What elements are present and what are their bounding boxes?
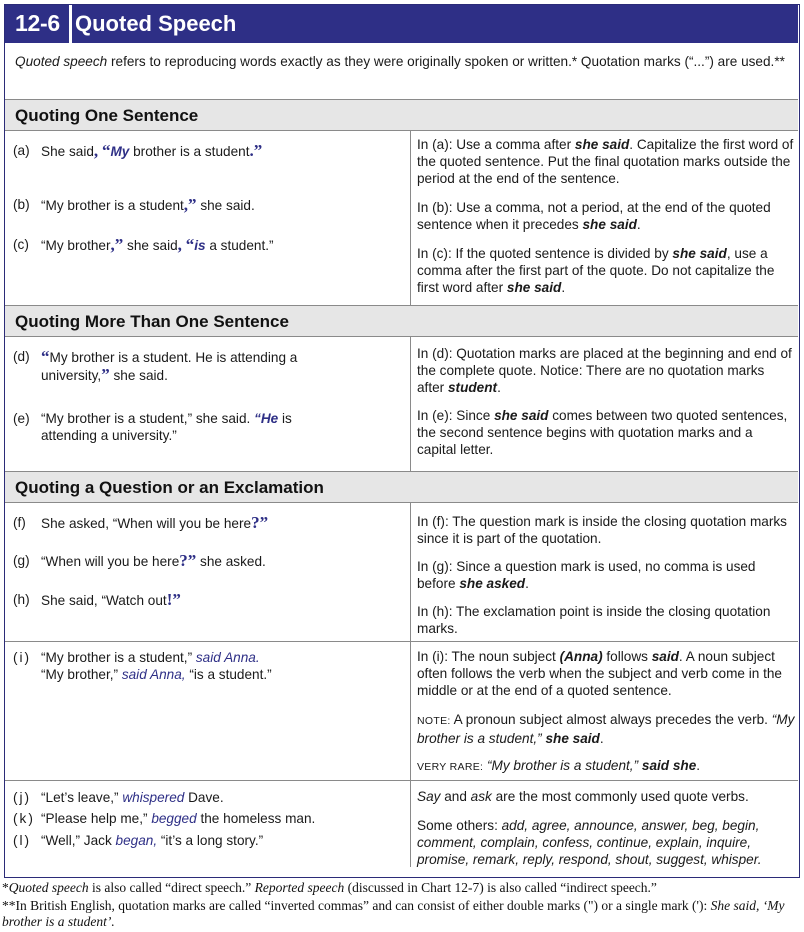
explanation-text: .: [561, 280, 566, 295]
explanation-emphasis: she said: [494, 408, 549, 423]
example-highlight: said Anna,: [121, 666, 186, 682]
example-text: “Let’s leave,”: [41, 790, 123, 805]
explanation-b: [417, 199, 795, 233]
explanation-text: In (h): The exclamation point is inside the closing quotation marks.: [417, 604, 771, 636]
column-divider: [410, 503, 411, 867]
example-label: (f): [13, 515, 26, 530]
example-text: “My brother is a student,” she said.: [41, 411, 255, 426]
explanation-other-verbs: [417, 817, 795, 868]
explanation-quote-verbs: [417, 788, 795, 805]
example-text: My brother is a student. He is attending a: [49, 350, 298, 365]
explanation-a: [417, 136, 795, 187]
example-text: She asked, “When will you be here: [41, 516, 252, 531]
example-text: “My brother is a student: [41, 198, 184, 213]
note-label: NOTE:: [417, 715, 451, 727]
example-label: (k): [13, 811, 35, 826]
chart-title: Quoted Speech: [75, 11, 237, 36]
example-highlight: “He: [254, 411, 279, 426]
intro-text: refers to reproducing words exactly as they were originally spoken or written.* Quotation marks (“...”) are used.**: [107, 54, 785, 69]
explanation-very-rare: [417, 757, 795, 776]
explanation-f: [417, 513, 795, 547]
example-text: Dave.: [184, 790, 224, 805]
example-text: she said: [123, 238, 178, 253]
row-divider: [5, 780, 798, 781]
explanation-text: follows: [602, 649, 652, 664]
explanation-italic: ask: [470, 789, 492, 804]
example-text: university,: [41, 367, 102, 383]
chart-number: 12-6: [15, 10, 60, 36]
explanation-i: [417, 648, 795, 699]
explanation-text: In (b): Use a comma, not a period, at the end of the quoted sentence when it precedes: [417, 200, 771, 232]
example-k: [13, 811, 403, 828]
explanation-text: A pronoun subject almost always precedes the verb.: [450, 712, 772, 727]
intro-term: Quoted speech: [15, 54, 108, 69]
intro-paragraph: [15, 53, 791, 70]
explanation-emphasis: said she: [638, 758, 697, 773]
footnote-italic: Quoted speech: [8, 880, 89, 895]
explanation-text: In (f): The question mark is inside the closing quotation marks since it is part of the quotation.: [417, 514, 787, 546]
example-d: (d) “My brother is a student. He is attending a university,” she said.: [13, 347, 298, 384]
example-label: (a): [13, 143, 30, 158]
example-text: “is a student.”: [185, 666, 272, 682]
example-text: brother is a student: [129, 144, 250, 159]
explanation-italic: Say: [417, 789, 441, 804]
explanation-text: and: [440, 789, 471, 804]
footnote-text: In British English, quotation marks are called “inverted commas” and can consist of either double marks (") or a single mark ('):: [15, 898, 711, 913]
explanation-note: [417, 711, 795, 747]
footnote-direct-speech: [2, 880, 802, 896]
example-c: (c) “My brother,” she said, “is a student.”: [13, 235, 274, 254]
explanation-emphasis: (Anna): [559, 649, 603, 664]
explanation-d: [417, 345, 795, 396]
chart-header: [5, 5, 798, 43]
example-text: “it’s a long story.”: [157, 833, 264, 848]
example-text: “Well,” Jack: [41, 833, 116, 848]
example-h: (h) She said, “Watch out!”: [13, 590, 181, 609]
footnote-text: is also called “direct speech.”: [88, 880, 255, 895]
example-label: (l): [13, 833, 32, 848]
explanation-e: [417, 407, 795, 458]
explanation-text: In (g): Since a question mark is used, no comma is used before: [417, 559, 756, 591]
explanation-text: , use a comma after the first part of the quote. Do not capitalize the first word after: [417, 246, 775, 295]
grammar-chart: [4, 4, 800, 878]
explanation-c: [417, 245, 795, 296]
example-j: [13, 790, 403, 807]
example-text: She said, “Watch out: [41, 593, 167, 608]
example-highlight: is: [194, 238, 206, 253]
explanation-text: .: [525, 576, 529, 591]
example-label: (g): [13, 553, 30, 568]
example-text: she said.: [109, 367, 168, 383]
header-divider: [69, 5, 72, 43]
example-l: [13, 833, 403, 850]
example-label: (e): [13, 411, 30, 426]
example-label: (j): [13, 790, 32, 805]
example-text: “My brother is a student,”: [41, 650, 196, 665]
explanation-g: [417, 558, 795, 592]
example-text: “Please help me,”: [41, 811, 152, 826]
example-text: is: [278, 411, 292, 426]
example-label: (h): [13, 592, 30, 607]
very-rare-label: VERY RARE:: [417, 761, 484, 773]
example-text: a student.”: [205, 238, 274, 253]
example-i: [13, 650, 403, 683]
example-text: “My brother: [41, 238, 111, 253]
explanation-text: In (c): If the quoted sentence is divided by: [417, 246, 673, 261]
explanation-emphasis: she said: [541, 731, 600, 746]
example-highlight: whispered: [122, 790, 185, 805]
example-text: She said: [41, 144, 94, 159]
footnote-italic: Reported speech: [254, 880, 345, 895]
example-g: (g) “When will you be here?” she asked.: [13, 551, 266, 570]
section-heading-one-sentence: Quoting One Sentence: [5, 99, 798, 131]
example-e: [13, 411, 403, 444]
example-f: (f) She asked, “When will you be here?”: [13, 513, 269, 532]
example-label: (c): [13, 237, 29, 252]
section-heading-more-sentences: Quoting More Than One Sentence: [5, 305, 798, 337]
explanation-text: . A noun subject often follows the verb when the subject and verb come in the middle or at the end of a quoted sentence.: [417, 649, 782, 698]
footnote-italic: She said, ‘My brother is a student’.: [2, 898, 785, 929]
explanation-emphasis: she said: [582, 217, 637, 232]
explanation-text: comes between two quoted sentences, the second sentence begins with quotation marks and a capital letter.: [417, 408, 788, 457]
example-highlight: said Anna.: [195, 650, 260, 665]
column-divider: [410, 131, 411, 305]
example-text: the homeless man.: [196, 811, 316, 826]
example-text: “My brother,”: [41, 666, 122, 682]
example-label: (i): [13, 650, 32, 665]
example-text: she asked.: [196, 554, 266, 569]
example-label: (d): [13, 349, 30, 364]
explanation-text: .: [636, 217, 641, 232]
explanation-h: [417, 603, 795, 637]
explanation-emphasis: she said: [574, 137, 630, 152]
explanation-text: .: [497, 380, 501, 395]
example-text: “When will you be here: [41, 554, 180, 569]
explanation-text: In (i): The noun subject: [417, 649, 560, 664]
explanation-text: In (e): Since: [417, 408, 495, 423]
explanation-text: are the most commonly used quote verbs.: [491, 789, 749, 804]
example-highlight: My: [110, 144, 130, 159]
explanation-emphasis: she said: [672, 246, 727, 261]
explanation-text: . Capitalize the first word of the quoted sentence. Put the final quotation marks outside the period at the end of the sentence.: [417, 137, 794, 186]
footnote-mark: **: [2, 898, 16, 913]
example-b: (b) “My brother is a student,” she said.: [13, 195, 255, 214]
example-text: attending a university.”: [41, 427, 177, 443]
explanation-italic: “My brother is a student,”: [417, 712, 795, 746]
explanation-text: .: [696, 758, 701, 773]
footnote-text: (discussed in Chart 12-7) is also called “indirect speech.”: [344, 880, 657, 895]
row-divider: [5, 641, 798, 642]
explanation-italic: “My brother is a student,”: [483, 758, 639, 773]
example-highlight: begged: [151, 811, 197, 826]
explanation-emphasis: she said: [506, 280, 562, 295]
footnote-british-english: [2, 898, 802, 930]
explanation-italic: add, agree, announce, answer, beg, begin, comment, complain, confess, continue, explain, inquire, promise, remark, reply, respond, shout, suggest, whisper.: [417, 818, 762, 867]
explanation-emphasis: student: [447, 380, 498, 395]
example-text: she said.: [196, 198, 255, 213]
example-label: (b): [13, 197, 30, 212]
section-heading-question-exclamation: Quoting a Question or an Exclamation: [5, 471, 798, 503]
explanation-emphasis: she asked: [459, 576, 526, 591]
example-a: (a) She said, “My brother is a student.”: [13, 141, 263, 160]
column-divider: [410, 337, 411, 471]
example-highlight: began,: [115, 833, 158, 848]
explanation-text: In (d): Quotation marks are placed at the beginning and end of the complete quote. Notice: There are no quotation marks after: [417, 346, 792, 395]
explanation-text: .: [599, 731, 604, 746]
footnote-mark: *: [2, 880, 9, 895]
explanation-text: In (a): Use a comma after: [417, 137, 575, 152]
explanation-emphasis: said: [651, 649, 679, 664]
explanation-text: Some others:: [417, 818, 502, 833]
